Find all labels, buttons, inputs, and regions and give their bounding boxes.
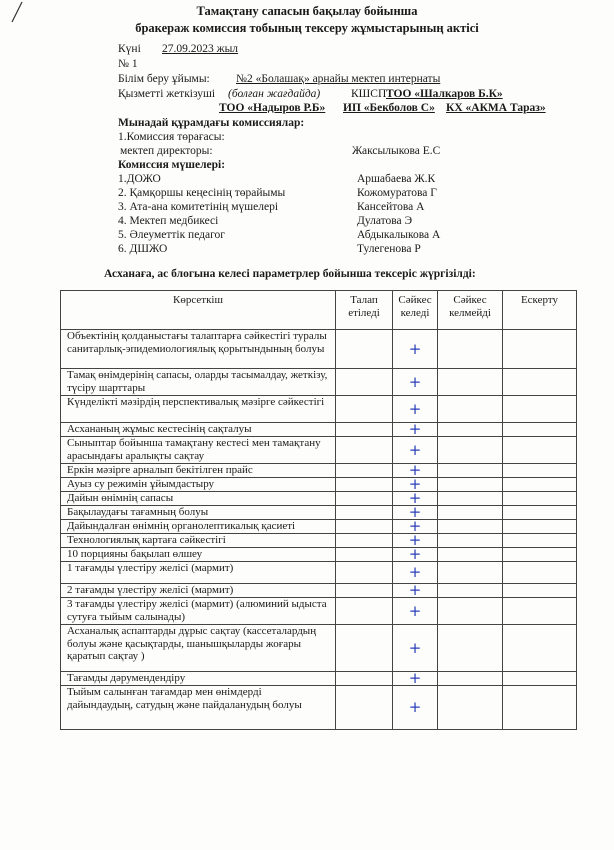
table-row: [61, 437, 577, 464]
table-row: [61, 562, 577, 584]
indicator-cell: 10 порцияны бақылап өлшеу: [61, 548, 336, 562]
member-name: Дулатова Э: [357, 215, 413, 227]
compliant-mark: +: [393, 625, 438, 672]
note-cell: [503, 330, 577, 369]
table-row: [61, 625, 577, 672]
note-cell: [503, 562, 577, 584]
required-cell: [336, 437, 393, 464]
note-cell: [503, 423, 577, 437]
note-cell: [503, 625, 577, 672]
member-role: 1.ДОЖО: [118, 173, 161, 185]
member-name: Кожомуратова Г: [357, 187, 437, 199]
indicator-cell: Ауыз су режимін ұйымдастыру: [61, 478, 336, 492]
compliant-mark: +: [393, 520, 438, 534]
noncompliant-cell: [438, 584, 503, 598]
required-cell: [336, 506, 393, 520]
table-row: [61, 369, 577, 396]
member-role: 5. Әлеуметтік педагог: [118, 229, 226, 241]
supplier-kshsp: КШСП: [351, 88, 387, 100]
member-role: 3. Ата-ана комитетінің мүшелері: [118, 201, 279, 213]
indicator-cell: Дайын өнімнің сапасы: [61, 492, 336, 506]
indicator-cell: Тағамды дәрумендендіру: [61, 672, 336, 686]
noncompliant-cell: [438, 534, 503, 548]
noncompliant-cell: [438, 396, 503, 423]
note-cell: [503, 584, 577, 598]
compliant-mark: +: [393, 598, 438, 625]
header-required: Талап етіледі: [336, 291, 393, 330]
indicator-cell: Күнделікті мәзірдің перспективалық мәзірге сәйкестігі: [61, 396, 336, 423]
compliant-mark: +: [393, 506, 438, 520]
indicator-cell: Технологиялық картаға сәйкестігі: [61, 534, 336, 548]
compliant-mark: +: [393, 478, 438, 492]
noncompliant-cell: [438, 369, 503, 396]
compliant-mark: +: [393, 396, 438, 423]
date-value: 27.09.2023 жыл: [162, 43, 239, 55]
member-name: Аршабаева Ж.К: [357, 173, 436, 185]
noncompliant-cell: [438, 598, 503, 625]
noncompliant-cell: [438, 478, 503, 492]
supplier-2: ТОО «Надыров Р.Б»: [219, 102, 326, 114]
table-row: [61, 534, 577, 548]
noncompliant-cell: [438, 672, 503, 686]
header-indicator: Көрсеткіш: [61, 291, 336, 330]
required-cell: [336, 369, 393, 396]
indicator-cell: Асханалық аспаптарды дұрыс сақтау (кассеталардың болуы және қасықтарды, шанышқыларды жоғары қаратып сақтау ): [61, 625, 336, 672]
table-row: [61, 478, 577, 492]
compliant-mark: +: [393, 562, 438, 584]
inspection-table: [60, 290, 577, 730]
table-row: [61, 423, 577, 437]
table-row: [61, 396, 577, 423]
table-row: [61, 520, 577, 534]
members-heading: Комиссия мүшелері:: [118, 159, 226, 171]
org-label: Білім беру ұйымы:: [118, 73, 210, 85]
note-cell: [503, 492, 577, 506]
compliant-mark: +: [393, 686, 438, 730]
required-cell: [336, 584, 393, 598]
note-cell: [503, 464, 577, 478]
required-cell: [336, 625, 393, 672]
required-cell: [336, 464, 393, 478]
required-cell: [336, 330, 393, 369]
supplier-4: КХ «АКМА Тараз»: [446, 102, 546, 114]
compliant-mark: +: [393, 492, 438, 506]
indicator-cell: 3 тағамды үлестіру желісі (мармит) (алюминий ыдыста сутуға тыйым салынады): [61, 598, 336, 625]
table-row: [61, 672, 577, 686]
supplier-note: (болған жағдайда): [228, 88, 321, 100]
table-row: [61, 330, 577, 369]
supplier-label: Қызметті жеткізуші: [118, 88, 216, 100]
indicator-cell: 1 тағамды үлестіру желісі (мармит): [61, 562, 336, 584]
table-row: [61, 492, 577, 506]
table-header-row: [61, 291, 577, 330]
member-name: Абдыкалыкова А: [357, 229, 441, 241]
required-cell: [336, 396, 393, 423]
member-name: Тулегенова Р: [357, 243, 421, 255]
required-cell: [336, 423, 393, 437]
indicator-cell: Тыйым салынған тағамдар мен өнімдерді дайындаудың, сатудың және пайдаланудың болуы: [61, 686, 336, 730]
date-label: Күні: [118, 43, 141, 55]
chair-name: Жаксылыкова Е.С: [352, 145, 441, 157]
noncompliant-cell: [438, 520, 503, 534]
noncompliant-cell: [438, 562, 503, 584]
compliant-mark: +: [393, 330, 438, 369]
check-intro: Асханаға, ас блогына келесі параметрлер бойынша тексеріс жүргізілді:: [104, 268, 476, 280]
compliant-mark: +: [393, 437, 438, 464]
required-cell: [336, 548, 393, 562]
member-role: 2. Қамқоршы кеңесінің төрайымы: [118, 187, 286, 199]
indicator-cell: Еркін мәзірге арналып бекітілген прайс: [61, 464, 336, 478]
table-row: [61, 548, 577, 562]
noncompliant-cell: [438, 625, 503, 672]
required-cell: [336, 672, 393, 686]
document-title-line1: Тамақтану сапасын бақылау бойынша: [196, 4, 418, 18]
noncompliant-cell: [438, 330, 503, 369]
commission-heading: Мынадай құрамдағы комиссиялар:: [118, 117, 305, 129]
document-title-line2: бракераж комиссия тобының тексеру жұмыстарының актісі: [135, 21, 479, 35]
compliant-mark: +: [393, 584, 438, 598]
note-cell: [503, 672, 577, 686]
note-cell: [503, 548, 577, 562]
noncompliant-cell: [438, 492, 503, 506]
noncompliant-cell: [438, 506, 503, 520]
header-note: Ескерту: [503, 291, 577, 330]
note-cell: [503, 437, 577, 464]
indicator-cell: Объектінің қолданыстағы талаптарға сәйкестігі туралы санитарлық-эпидемиологиялық қорытындының болуы: [61, 330, 336, 369]
table-row: [61, 464, 577, 478]
note-cell: [503, 369, 577, 396]
required-cell: [336, 520, 393, 534]
chair-label: 1.Комиссия төрағасы:: [118, 131, 225, 143]
header-compliant: Сәйкес келеді: [393, 291, 438, 330]
chair-role: мектеп директоры:: [120, 145, 213, 157]
act-number: № 1: [118, 58, 138, 70]
indicator-cell: Сыныптар бойынша тамақтану кестесі мен тамақтану арасындағы аралықты сақтау: [61, 437, 336, 464]
header-noncompliant: Сәйкес келмейді: [438, 291, 503, 330]
noncompliant-cell: [438, 464, 503, 478]
note-cell: [503, 478, 577, 492]
compliant-mark: +: [393, 534, 438, 548]
noncompliant-cell: [438, 423, 503, 437]
required-cell: [336, 598, 393, 625]
note-cell: [503, 534, 577, 548]
supplier-3: ИП «Бекболов С»: [343, 102, 435, 114]
member-role: 6. ДШЖО: [118, 243, 168, 255]
indicator-cell: Дайындалған өнімнің органолептикалық қасиеті: [61, 520, 336, 534]
noncompliant-cell: [438, 437, 503, 464]
indicator-cell: Тамақ өнімдерінің сапасы, оларды тасымалдау, жеткізу, түсіру шарттары: [61, 369, 336, 396]
compliant-mark: +: [393, 548, 438, 562]
note-cell: [503, 598, 577, 625]
note-cell: [503, 686, 577, 730]
noncompliant-cell: [438, 548, 503, 562]
required-cell: [336, 534, 393, 548]
noncompliant-cell: [438, 686, 503, 730]
member-role: 4. Мектеп медбикесі: [118, 215, 219, 227]
indicator-cell: 2 тағамды үлестіру желісі (мармит): [61, 584, 336, 598]
indicator-cell: Бақылаудағы тағамның болуы: [61, 506, 336, 520]
note-cell: [503, 520, 577, 534]
required-cell: [336, 562, 393, 584]
table-row: [61, 686, 577, 730]
member-name: Кансейтова А: [357, 201, 425, 213]
required-cell: [336, 686, 393, 730]
note-cell: [503, 506, 577, 520]
table-row: [61, 598, 577, 625]
compliant-mark: +: [393, 464, 438, 478]
required-cell: [336, 478, 393, 492]
org-value: №2 «Болашақ» арнайы мектеп интернаты: [236, 73, 441, 85]
table-row: [61, 584, 577, 598]
table-row: [61, 506, 577, 520]
compliant-mark: +: [393, 672, 438, 686]
required-cell: [336, 492, 393, 506]
note-cell: [503, 396, 577, 423]
compliant-mark: +: [393, 423, 438, 437]
compliant-mark: +: [393, 369, 438, 396]
indicator-cell: Асхананың жұмыс кестесінің сақталуы: [61, 423, 336, 437]
supplier-1: ТОО «Шалкаров Б.К»: [386, 88, 503, 100]
